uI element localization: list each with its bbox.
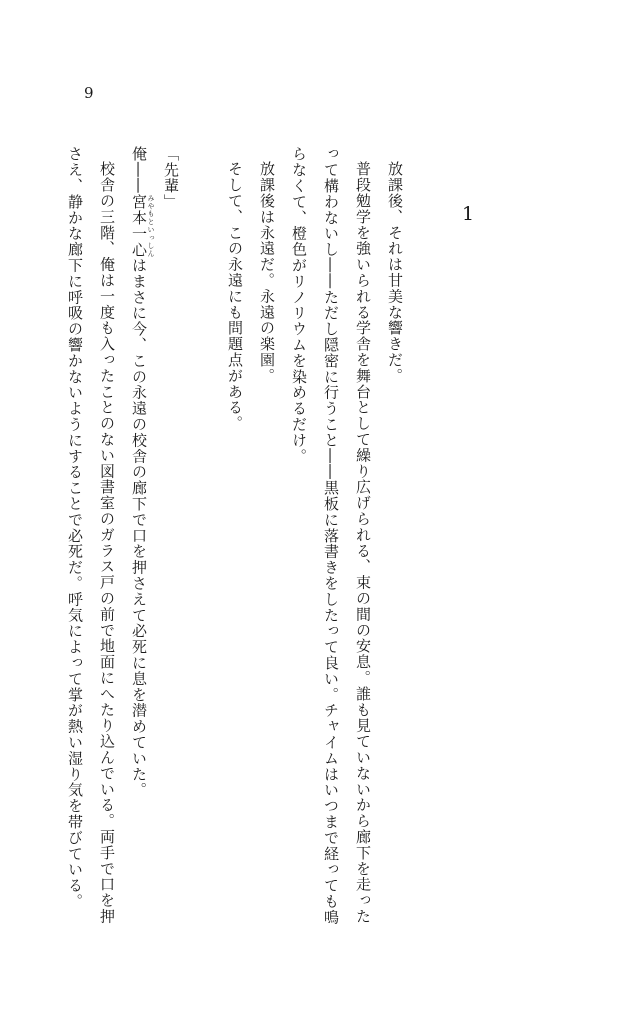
- text-segment: はまさに今、この永遠の校舎の廊下で口を押さえて必死に息を潜めていた。: [130, 257, 148, 798]
- ruby-text: いっしん: [147, 225, 155, 258]
- paragraph: 校舎の三階、俺は一度も入ったことのない図書室のガラス戸の前で地面にへたり込んでいる。両手で口を押さえ、静かな廊下に呼吸の響かないようにすることで必死だ。呼気によって掌が熱い湿り気を帯びている。: [66, 146, 116, 925]
- text-segment: 俺――: [130, 146, 148, 194]
- paragraph: [123, 146, 155, 938]
- paragraph: 放課後は永遠だ。永遠の楽園。: [258, 161, 276, 384]
- page-number: 9: [84, 84, 94, 102]
- paragraph: 放課後、それは甘美な響きだ。: [386, 161, 404, 384]
- paragraph: 普段勉学を強いられる学舎を舞台として繰り広げられる、束の間の安息。誰も見ていないから廊下を走ったって構わないし――ただし隠密に行うこと――黒板に落書きをしたって良い。チャイムはいつまで経っても鳴らなくて、橙色がリノリウムを染めるだけ。: [290, 146, 372, 926]
- name-with-ruby: [130, 193, 155, 226]
- ruby-text: みやもと: [147, 193, 155, 226]
- ruby-base: 宮本: [130, 193, 148, 226]
- paragraph: そして、この永遠にも問題点がある。: [226, 161, 244, 432]
- ruby-base: 一心: [130, 225, 148, 258]
- vertical-body-text: [59, 146, 411, 938]
- chapter-number: 1: [462, 203, 475, 225]
- dialogue-line: 「先輩」: [162, 146, 180, 210]
- blank-line: [187, 146, 219, 938]
- name-with-ruby: [130, 225, 155, 258]
